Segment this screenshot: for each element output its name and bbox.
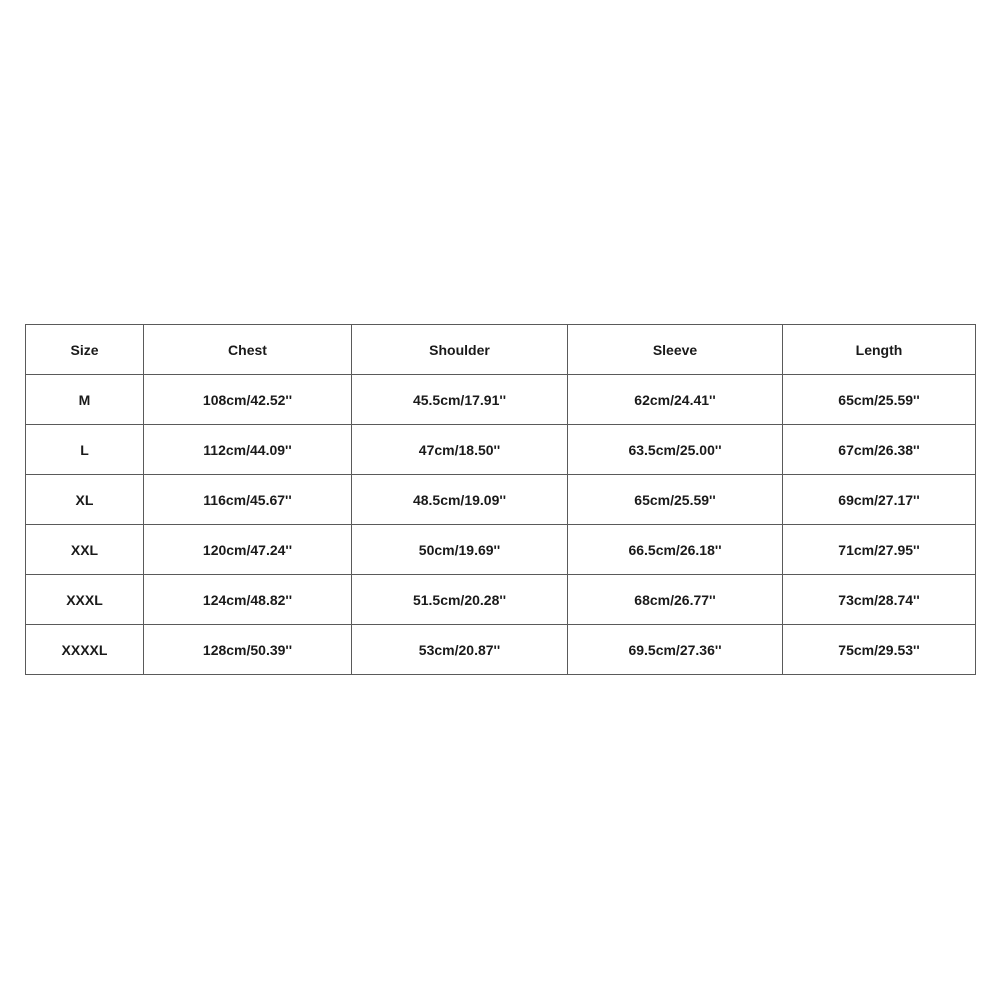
length-cell: 73cm/28.74'' (783, 575, 976, 625)
shoulder-cell: 48.5cm/19.09'' (352, 475, 568, 525)
sleeve-cell: 69.5cm/27.36'' (568, 625, 783, 675)
sleeve-cell: 62cm/24.41'' (568, 375, 783, 425)
chest-cell: 124cm/48.82'' (144, 575, 352, 625)
length-cell: 65cm/25.59'' (783, 375, 976, 425)
chest-cell: 108cm/42.52'' (144, 375, 352, 425)
chest-cell: 116cm/45.67'' (144, 475, 352, 525)
shoulder-cell: 45.5cm/17.91'' (352, 375, 568, 425)
length-cell: 75cm/29.53'' (783, 625, 976, 675)
header-row (26, 325, 976, 375)
size-cell: XXXL (26, 575, 144, 625)
size-cell: L (26, 425, 144, 475)
size-chart-table (25, 324, 976, 675)
table-row (26, 375, 976, 425)
column-header-sleeve: Sleeve (568, 325, 783, 375)
sleeve-cell: 66.5cm/26.18'' (568, 525, 783, 575)
chest-cell: 128cm/50.39'' (144, 625, 352, 675)
chest-cell: 120cm/47.24'' (144, 525, 352, 575)
table-row (26, 625, 976, 675)
column-header-size: Size (26, 325, 144, 375)
shoulder-cell: 51.5cm/20.28'' (352, 575, 568, 625)
shoulder-cell: 53cm/20.87'' (352, 625, 568, 675)
length-cell: 69cm/27.17'' (783, 475, 976, 525)
table-row (26, 575, 976, 625)
table-row (26, 475, 976, 525)
length-cell: 71cm/27.95'' (783, 525, 976, 575)
size-cell: XXXXL (26, 625, 144, 675)
shoulder-cell: 50cm/19.69'' (352, 525, 568, 575)
table-row (26, 525, 976, 575)
shoulder-cell: 47cm/18.50'' (352, 425, 568, 475)
size-cell: XL (26, 475, 144, 525)
size-cell: M (26, 375, 144, 425)
chest-cell: 112cm/44.09'' (144, 425, 352, 475)
column-header-chest: Chest (144, 325, 352, 375)
sleeve-cell: 65cm/25.59'' (568, 475, 783, 525)
sleeve-cell: 68cm/26.77'' (568, 575, 783, 625)
column-header-shoulder: Shoulder (352, 325, 568, 375)
length-cell: 67cm/26.38'' (783, 425, 976, 475)
sleeve-cell: 63.5cm/25.00'' (568, 425, 783, 475)
table-row (26, 425, 976, 475)
size-cell: XXL (26, 525, 144, 575)
column-header-length: Length (783, 325, 976, 375)
